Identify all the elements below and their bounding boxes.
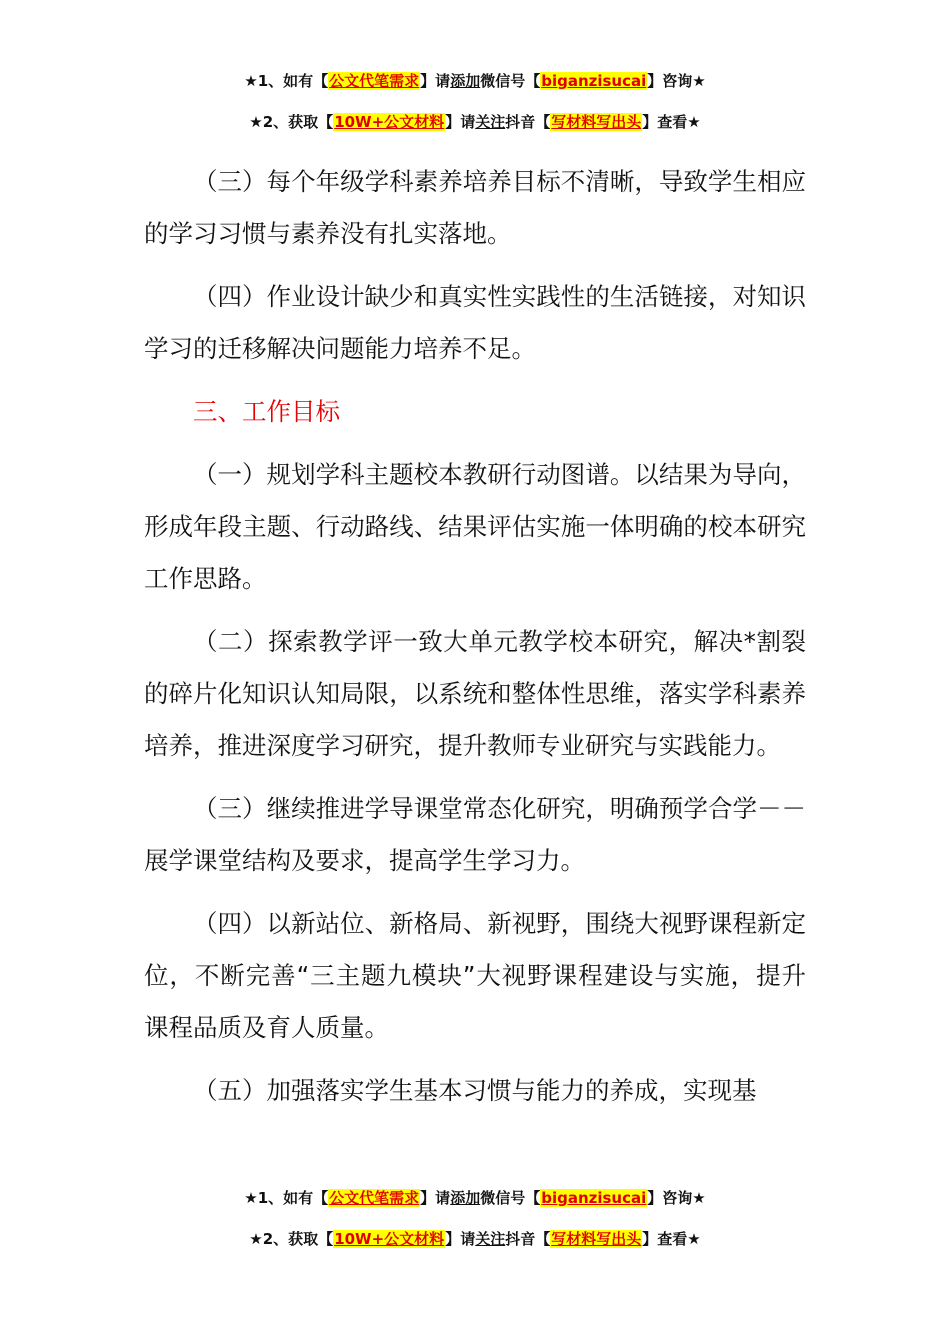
highlight-materials: 10W+公文材料 bbox=[334, 1230, 445, 1248]
top-banner-line2 bbox=[0, 111, 950, 133]
highlight-wechat-id: biganzisucai bbox=[541, 72, 647, 90]
banner-underlined-text: 关注 bbox=[475, 1230, 506, 1248]
document-body bbox=[144, 156, 806, 1128]
paragraph-problem-4: （四）作业设计缺少和真实性实践性的生活链接，对知识学习的迁移解决问题能力培养不足。 bbox=[144, 282, 806, 363]
highlight-service: 公文代笔需求 bbox=[329, 1189, 420, 1207]
banner-text: ★1、如有【 bbox=[244, 72, 329, 90]
banner-text: 】请 bbox=[445, 113, 476, 131]
banner-text: 】咨询★ bbox=[647, 72, 706, 90]
highlight-douyin-account: 写材料写出头 bbox=[551, 113, 642, 131]
banner-text: 抖音【 bbox=[505, 113, 551, 131]
banner-text: 】查看★ bbox=[642, 113, 701, 131]
banner-text: ★2、获取【 bbox=[249, 113, 334, 131]
paragraph-goal-1: （一）规划学科主题校本教研行动图谱。以结果为导向，形成年段主题、行动路线、结果评估实施一体明确的校本研究工作思路。 bbox=[144, 460, 806, 593]
top-banner-line1 bbox=[0, 70, 950, 92]
highlight-materials: 10W+公文材料 bbox=[334, 113, 445, 131]
section-heading-goals: 三、工作目标 bbox=[193, 397, 340, 426]
paragraph-goal-3: （三）继续推进学导课堂常态化研究，明确预学合学－－展学课堂结构及要求，提高学生学习力。 bbox=[144, 794, 806, 875]
paragraph-problem-3: （三）每个年级学科素养培养目标不清晰，导致学生相应的学习习惯与素养没有扎实落地。 bbox=[144, 167, 806, 248]
banner-underlined-text: 关注 bbox=[475, 113, 506, 131]
banner-underlined-text: 添加 bbox=[450, 72, 481, 90]
banner-text: ★2、获取【 bbox=[249, 1230, 334, 1248]
banner-text: 】请 bbox=[420, 1189, 451, 1207]
highlight-service: 公文代笔需求 bbox=[329, 72, 420, 90]
banner-text: 】请 bbox=[445, 1230, 476, 1248]
banner-text: 】请 bbox=[420, 72, 451, 90]
banner-text: 】查看★ bbox=[642, 1230, 701, 1248]
bottom-banner-line1 bbox=[0, 1187, 950, 1209]
banner-text: ★1、如有【 bbox=[244, 1189, 329, 1207]
banner-text: 微信号【 bbox=[480, 72, 541, 90]
banner-text: 】咨询★ bbox=[647, 1189, 706, 1207]
paragraph-goal-5: （五）加强落实学生基本习惯与能力的养成，实现基 bbox=[193, 1076, 757, 1105]
banner-underlined-text: 添加 bbox=[450, 1189, 481, 1207]
bottom-banner-line2 bbox=[0, 1228, 950, 1250]
banner-text: 抖音【 bbox=[505, 1230, 551, 1248]
paragraph-goal-4: （四）以新站位、新格局、新视野，围绕大视野课程新定位，不断完善“三主题九模块”大视野课程建设与实施，提升课程品质及育人质量。 bbox=[144, 909, 806, 1042]
banner-text: 微信号【 bbox=[480, 1189, 541, 1207]
paragraph-goal-2: （二）探索教学评一致大单元教学校本研究，解决*割裂的碎片化知识认知局限，以系统和整体性思维，落实学科素养培养，推进深度学习研究，提升教师专业研究与实践能力。 bbox=[144, 627, 806, 760]
highlight-douyin-account: 写材料写出头 bbox=[551, 1230, 642, 1248]
highlight-wechat-id: biganzisucai bbox=[541, 1189, 647, 1207]
